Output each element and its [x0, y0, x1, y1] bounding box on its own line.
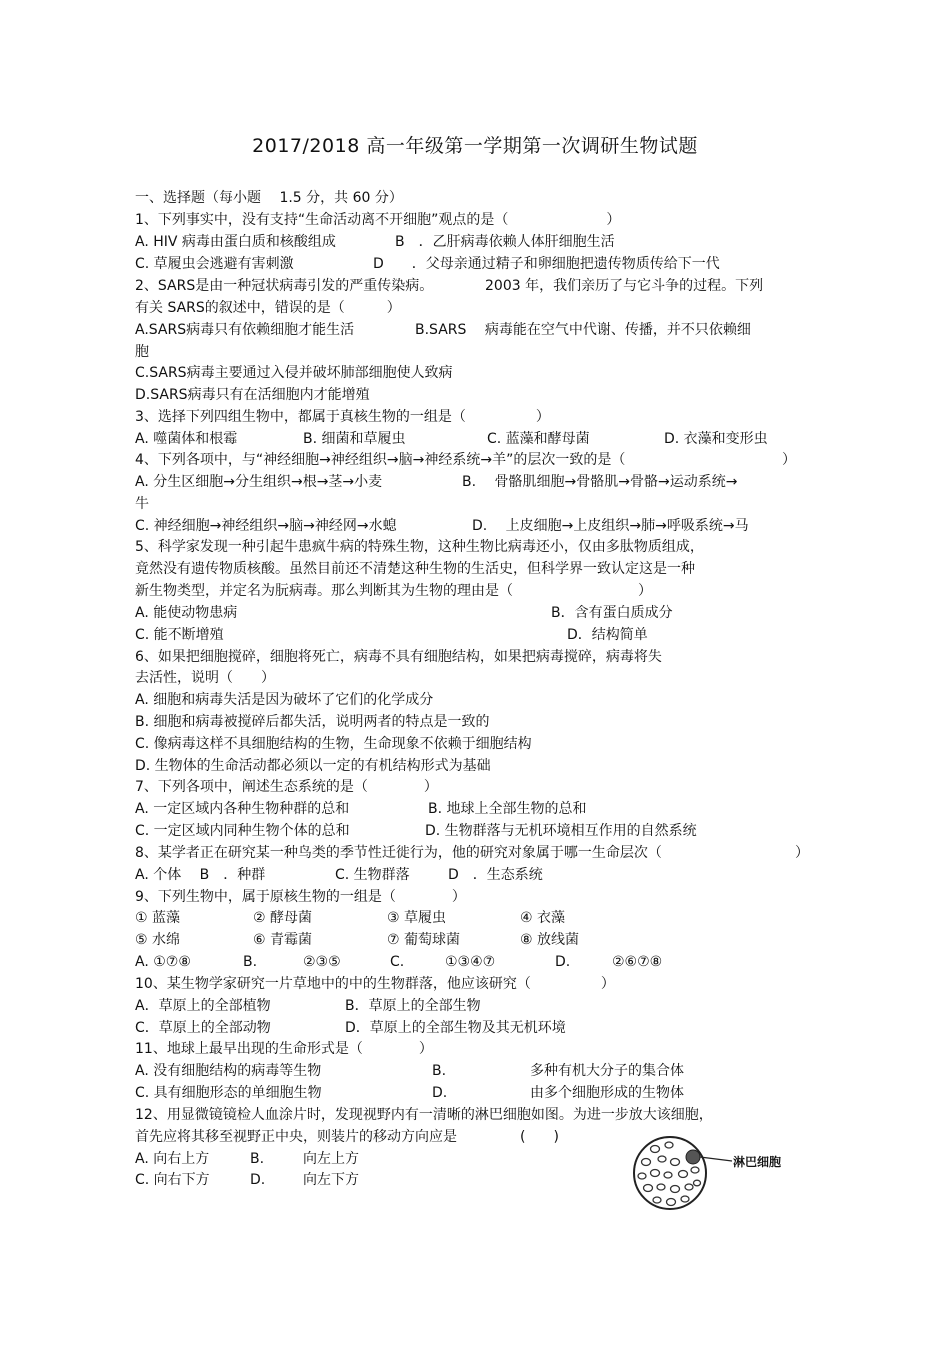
text-line-42-seg-1: C. 具有细胞形态的单细胞生物 — [135, 1085, 322, 1101]
text-line-4-seg-1: C. 草履虫会逃避有害刺激 — [135, 256, 294, 272]
text-line-45-seg-3: 向左上方 — [303, 1151, 359, 1167]
text-line-2-seg-1: 1、下列事实中，没有支持“生命活动离不开细胞”观点的是（ ） — [135, 212, 621, 228]
text-line-21-seg-1: C. 能不断增殖 — [135, 627, 224, 643]
text-line-32-seg-1: A. 个体 B ．种群 — [135, 867, 266, 883]
text-line-33-seg-1: 9、下列生物中，属于原核生物的一组是（ ） — [135, 889, 466, 905]
text-line-28-seg-1: 7、下列各项中，阐述生态系统的是（ ） — [135, 779, 438, 795]
text-line-35-seg-1: ⑤ 水绵 — [135, 932, 181, 948]
text-line-40-seg-1: 11、地球上最早出现的生命形式是（ ） — [135, 1041, 433, 1057]
page-title: 2017/2018 高一年级第一学期第一次调研生物试题 — [252, 135, 698, 157]
text-line-29-seg-1: A. 一定区域内各种生物种群的总和 — [135, 801, 350, 817]
text-line-45-seg-2: B. — [250, 1151, 265, 1167]
text-line-19-seg-2: ） — [638, 583, 652, 599]
text-line-46-seg-1: C. 向右下方 — [135, 1172, 210, 1188]
text-line-3-seg-2: B ．乙肝病毒依赖人体肝细胞生活 — [395, 234, 615, 250]
text-line-4-seg-2: D ．父母亲通过精子和卵细胞把遗传物质传给下一代 — [373, 256, 720, 272]
text-line-39-seg-2: D．草原上的全部生物及其无机环境 — [345, 1020, 566, 1036]
text-line-21-seg-2: D．结构简单 — [567, 627, 648, 643]
text-line-44-seg-2: ( ) — [520, 1129, 559, 1145]
text-line-17-seg-1: 5、科学家发现一种引起牛患疯牛病的特殊生物，这种生物比病毒还小，仅由多肽物质组成， — [135, 539, 704, 555]
text-line-12-seg-1: A. 噬菌体和根霉 — [135, 431, 238, 447]
text-line-31-seg-2: ） — [795, 845, 809, 861]
text-line-30-seg-1: C. 一定区域内同种生物个体的总和 — [135, 823, 350, 839]
text-line-42-seg-3: 由多个细胞形成的生物体 — [530, 1085, 684, 1101]
text-line-7-seg-1: A.SARS病毒只有依赖细胞才能生活 — [135, 322, 355, 338]
text-line-31-seg-1: 8、某学者正在研究某一种鸟类的季节性迁徙行为，他的研究对象属于哪一生命层次（ — [135, 845, 662, 861]
text-line-46-seg-2: D. — [250, 1172, 266, 1188]
text-line-35-seg-2: ⑥ 青霉菌 — [253, 932, 313, 948]
text-line-15-seg-1: 牛 — [135, 496, 149, 512]
text-line-36-seg-4: C. — [390, 954, 405, 970]
text-line-41-seg-1: A. 没有细胞结构的病毒等生物 — [135, 1063, 322, 1079]
text-line-41-seg-3: 多种有机大分子的集合体 — [530, 1063, 684, 1079]
text-line-36-seg-2: B. — [243, 954, 258, 970]
text-line-22-seg-1: 6、如果把细胞搅碎，细胞将死亡，病毒不具有细胞结构，如果把病毒搅碎，病毒将失 — [135, 649, 662, 665]
text-line-45-seg-1: A. 向右上方 — [135, 1151, 210, 1167]
text-line-9-seg-1: C.SARS病毒主要通过入侵并破坏肺部细胞使人致病 — [135, 365, 453, 381]
text-line-36-seg-5: ①③④⑦ — [445, 954, 496, 970]
text-line-32-seg-2: C. 生物群落 — [335, 867, 410, 883]
text-line-44-seg-1: 首先应将其移至视野正中央，则装片的移动方向应是 — [135, 1129, 457, 1145]
text-line-37-seg-1: 10、某生物学家研究一片草地中的中的生物群落，他应该研究（ ） — [135, 976, 615, 992]
text-line-29-seg-2: B. 地球上全部生物的总和 — [428, 801, 587, 817]
text-line-13-seg-1: 4、下列各项中，与“神经细胞→神经组织→脑→神经系统→羊”的层次一致的是（ — [135, 452, 626, 468]
text-line-30-seg-2: D. 生物群落与无机环境相互作用的自然系统 — [425, 823, 697, 839]
text-line-36-seg-7: ②⑥⑦⑧ — [612, 954, 663, 970]
text-line-24-seg-1: A. 细胞和病毒失活是因为破坏了它们的化学成分 — [135, 692, 434, 708]
text-line-34-seg-3: ③ 草履虫 — [387, 910, 447, 926]
text-line-20-seg-2: B．含有蛋白质成分 — [551, 605, 673, 621]
text-line-26-seg-1: C. 像病毒这样不具细胞结构的生物，生命现象不依赖于细胞结构 — [135, 736, 532, 752]
text-line-6-seg-1: 有关 SARS的叙述中，错误的是（ ） — [135, 300, 401, 316]
text-line-39-seg-1: C．草原上的全部动物 — [135, 1020, 271, 1036]
text-line-10-seg-1: D.SARS病毒只有在活细胞内才能增殖 — [135, 387, 370, 403]
text-line-14-seg-1: A. 分生区细胞→分生组织→根→茎→小麦 — [135, 474, 383, 490]
text-line-38-seg-2: B．草原上的全部生物 — [345, 998, 481, 1014]
text-line-12-seg-3: C. 蓝藻和酵母菌 — [487, 431, 590, 447]
text-line-25-seg-1: B. 细胞和病毒被搅碎后都失活，说明两者的特点是一致的 — [135, 714, 490, 730]
lymphocyte-cell — [686, 1150, 700, 1164]
text-line-7-seg-2: B.SARS 病毒能在空气中代谢、传播，并不只依赖细 — [415, 322, 751, 338]
text-line-1-seg-1: 一、选择题（每小题 1.5 分，共 60 分） — [135, 190, 403, 206]
text-line-11-seg-1: 3、选择下列四组生物中，都属于真核生物的一组是（ ） — [135, 409, 550, 425]
text-line-16-seg-1: C. 神经细胞→神经组织→脑→神经网→水螅 — [135, 518, 397, 534]
text-line-34-seg-1: ① 蓝藻 — [135, 910, 181, 926]
text-line-18-seg-1: 竟然没有遗传物质核酸。虽然目前还不清楚这种生物的生活史，但科学界一致认定这是一种 — [135, 561, 695, 577]
text-line-5-seg-2: 2003 年，我们亲历了与它斗争的过程。下列 — [485, 278, 764, 294]
text-line-38-seg-1: A．草原上的全部植物 — [135, 998, 271, 1014]
text-line-35-seg-4: ⑧ 放线菌 — [520, 932, 580, 948]
text-line-43-seg-1: 12、用显微镜镜检人血涂片时，发现视野内有一清晰的淋巴细胞如图。为进一步放大该细胞， — [135, 1107, 713, 1123]
label-pointer-line — [700, 1157, 732, 1161]
lymphocyte-label: 淋巴细胞 — [733, 1155, 782, 1169]
text-line-19-seg-1: 新生物类型，并定名为朊病毒。那么判断其为生物的理由是（ — [135, 583, 513, 599]
text-line-36-seg-3: ②③⑤ — [303, 954, 341, 970]
text-line-34-seg-4: ④ 衣藻 — [520, 910, 566, 926]
text-line-46-seg-3: 向左下方 — [303, 1172, 359, 1188]
text-line-12-seg-2: B. 细菌和草履虫 — [303, 431, 406, 447]
text-line-36-seg-6: D. — [555, 954, 571, 970]
text-line-20-seg-1: A. 能使动物患病 — [135, 605, 238, 621]
microscope-field-figure — [632, 1135, 802, 1215]
text-line-16-seg-2: D. 上皮细胞→上皮组织→肺→呼吸系统→马 — [472, 518, 749, 534]
text-line-14-seg-2: B. 骨骼肌细胞→骨骼肌→骨骼→运动系统→ — [462, 474, 738, 490]
text-line-23-seg-1: 去活性，说明（ ） — [135, 670, 275, 686]
text-line-36-seg-1: A. ①⑦⑧ — [135, 954, 191, 970]
text-line-42-seg-2: D. — [432, 1085, 448, 1101]
text-line-12-seg-4: D. 衣藻和变形虫 — [664, 431, 768, 447]
text-line-5-seg-1: 2、SARS是由一种冠状病毒引发的严重传染病。 — [135, 278, 434, 294]
text-line-8-seg-1: 胞 — [135, 344, 149, 360]
text-line-3-seg-1: A. HIV 病毒由蛋白质和核酸组成 — [135, 234, 336, 250]
text-line-27-seg-1: D. 生物体的生命活动都必须以一定的有机结构形式为基础 — [135, 758, 491, 774]
text-line-34-seg-2: ② 酵母菌 — [253, 910, 313, 926]
text-line-41-seg-2: B. — [432, 1063, 447, 1079]
text-line-32-seg-3: D ．生态系统 — [448, 867, 543, 883]
text-line-35-seg-3: ⑦ 葡萄球菌 — [387, 932, 461, 948]
text-line-13-seg-2: ） — [782, 452, 796, 468]
